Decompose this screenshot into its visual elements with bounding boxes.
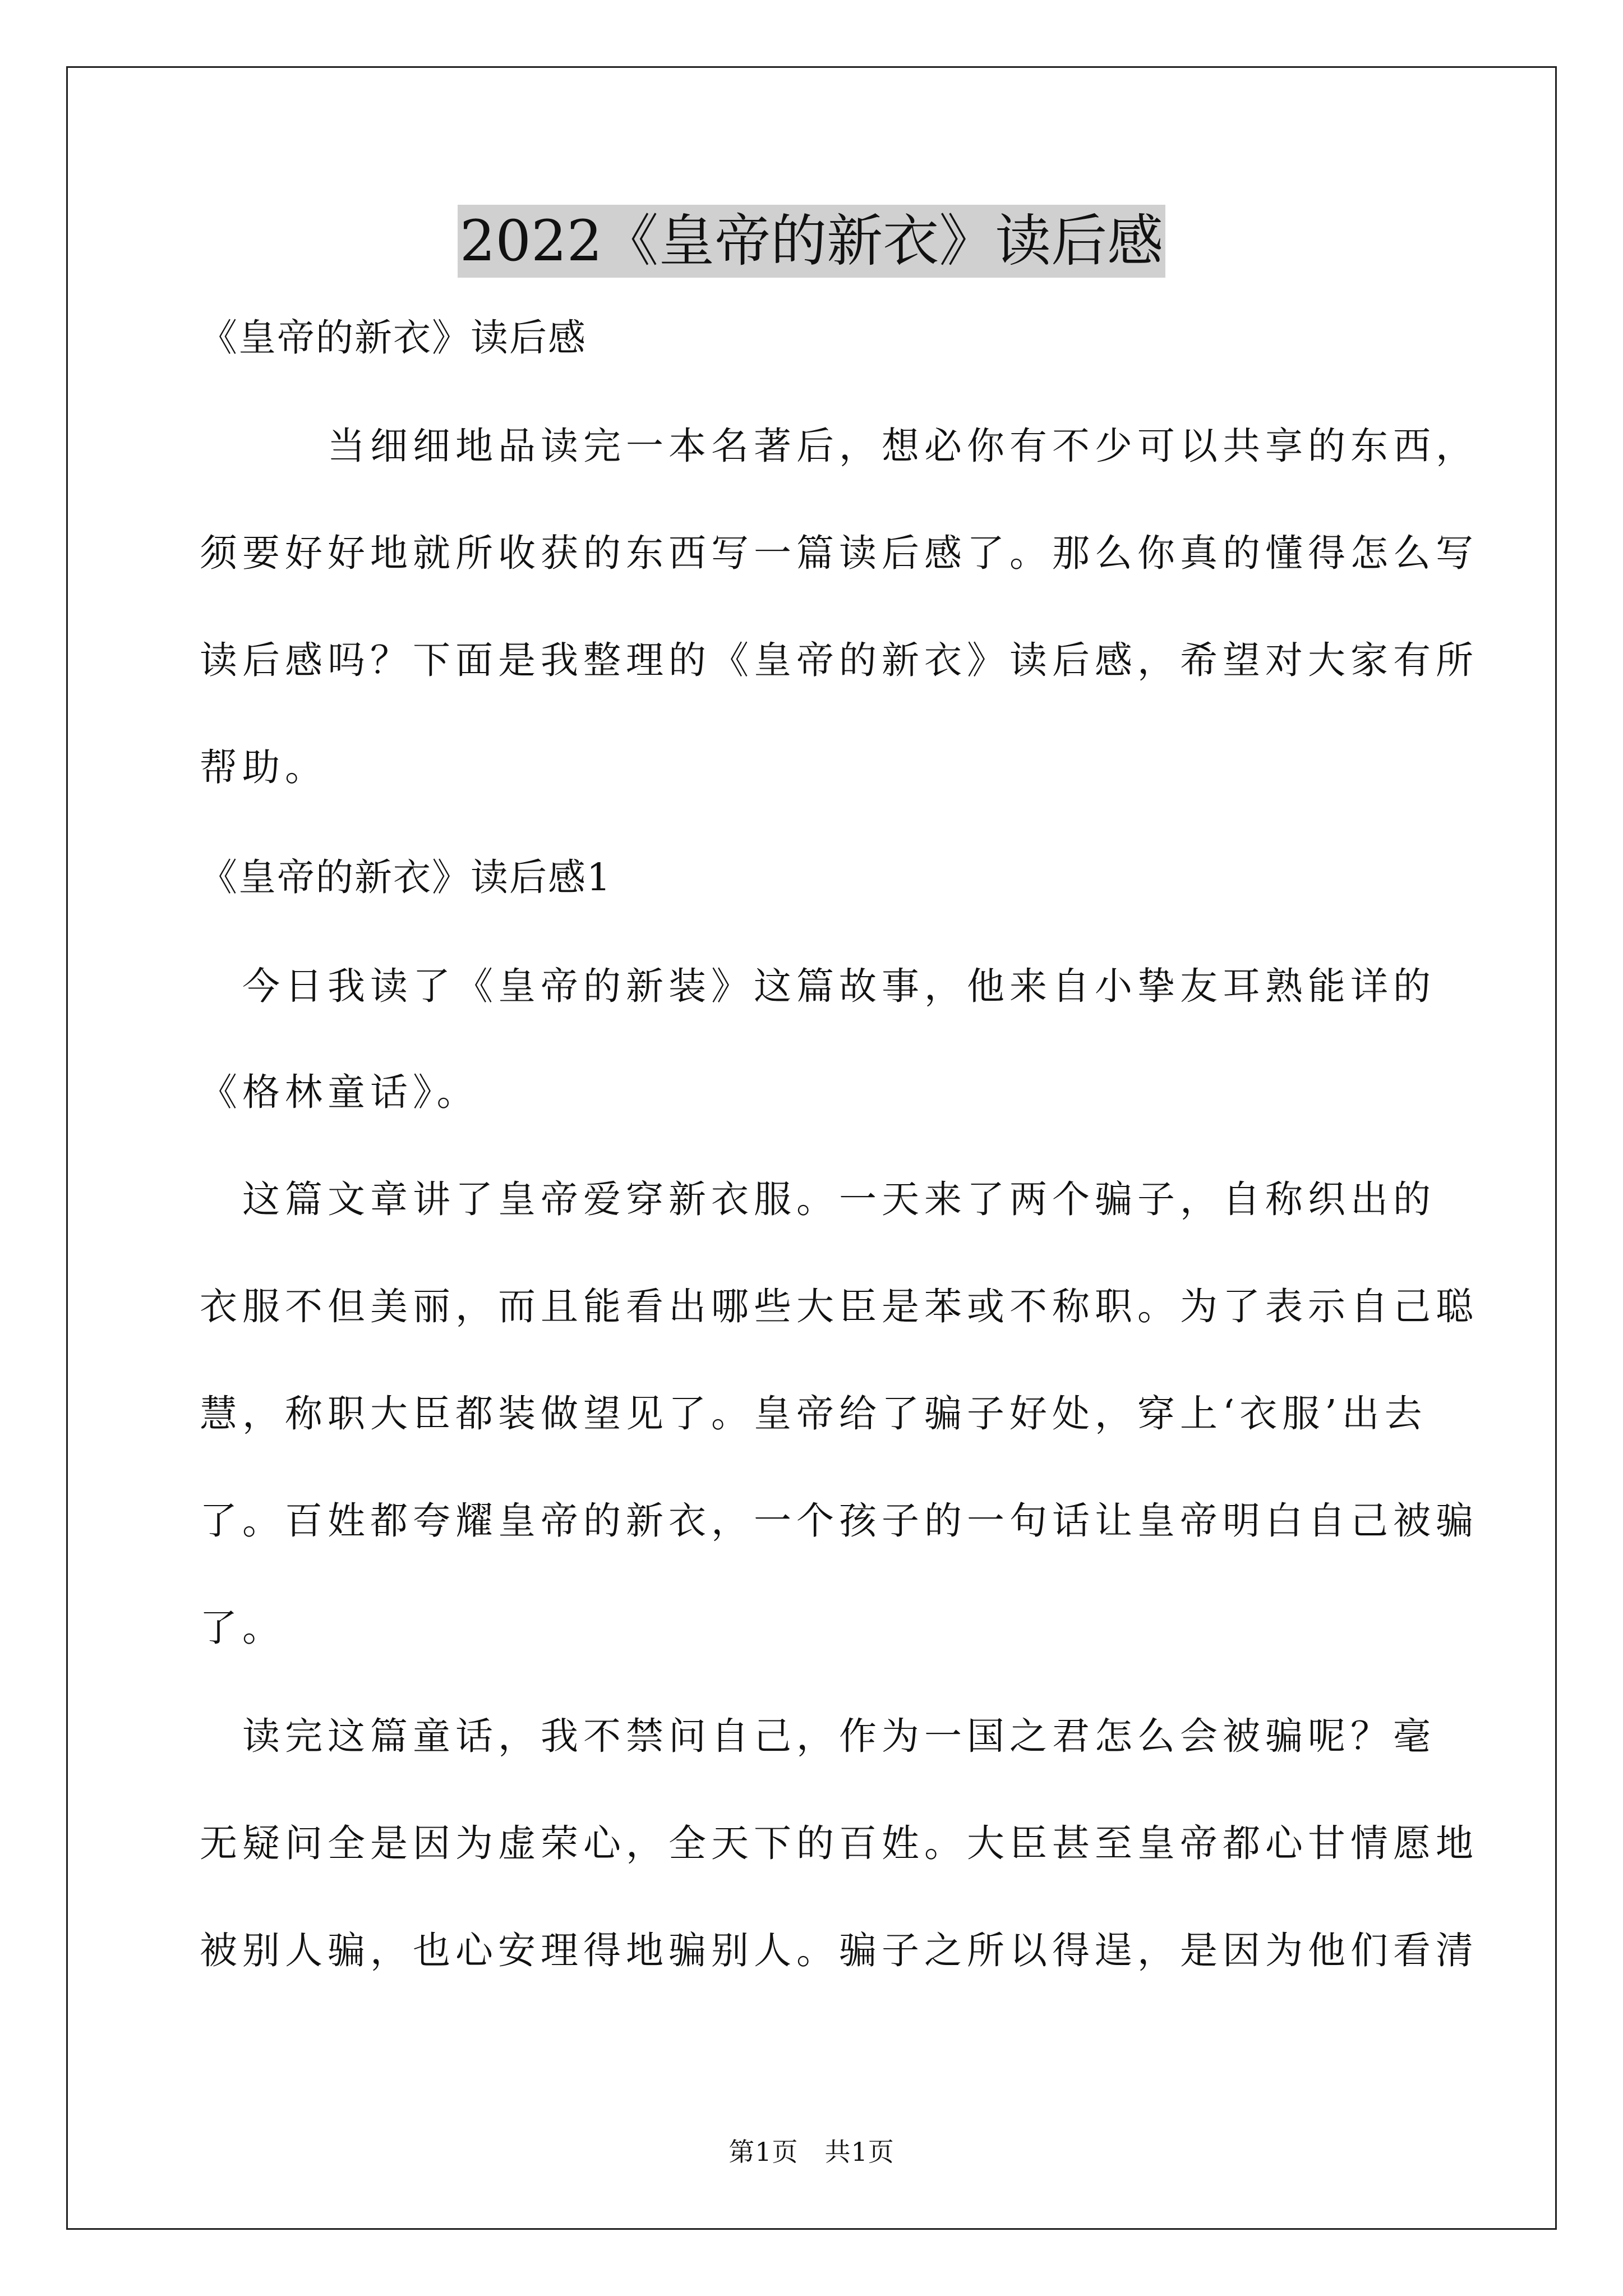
document-title: 2022《皇帝的新衣》读后感 [458,205,1166,278]
paragraph-line: 被别人骗，也心安理得地骗别人。骗子之所以得逞，是因为他们看清 [200,1929,1478,1972]
paragraph-line: 当细细地品读完一本名著后，想必你有不少可以共享的东西， [200,424,1478,468]
paragraph-line: 衣服不但美丽，而且能看出哪些大臣是苯或不称职。为了表示自己聪 [200,1285,1478,1328]
paragraph-line: 了。百姓都夸耀皇帝的新衣，一个孩子的一句话让皇帝明白自己被骗 [200,1499,1478,1543]
paragraph-line: 慧，称职大臣都装做望见了。皇帝给了骗子好处，穿上‘衣服’出去 [200,1392,1427,1435]
paragraph-line: 这篇文章讲了皇帝爱穿新衣服。一天来了两个骗子，自称织出的 [200,1177,1436,1221]
paragraph-line: 《格林童话》。 [200,1070,479,1114]
page-border [66,66,1557,2230]
title-container [0,205,1623,278]
paragraph-line: 了。 [200,1606,285,1650]
section-heading: 《皇帝的新衣》读后感1 [200,855,612,899]
page-footer: 第1页 共1页 [728,2137,895,2167]
section-heading: 《皇帝的新衣》读后感 [200,316,587,360]
paragraph-line: 帮助。 [200,746,328,789]
paragraph-line: 今日我读了《皇帝的新装》这篇故事，他来自小挚友耳熟能详的 [200,964,1436,1008]
paragraph-line: 须要好好地就所收获的东西写一篇读后感了。那么你真的懂得怎么写 [200,531,1478,575]
paragraph-line: 读完这篇童话，我不禁问自己，作为一国之君怎么会被骗呢？毫 [200,1714,1436,1758]
paragraph-line: 读后感吗？下面是我整理的《皇帝的新衣》读后感，希望对大家有所 [200,638,1478,682]
paragraph-line: 无疑问全是因为虚荣心，全天下的百姓。大臣甚至皇帝都心甘情愿地 [200,1821,1478,1865]
